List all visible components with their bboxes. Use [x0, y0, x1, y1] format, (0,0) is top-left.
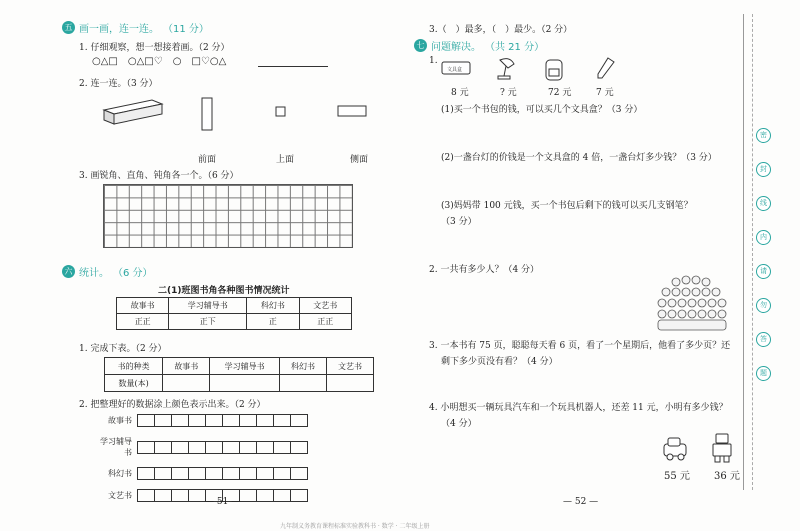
table-cell: 文艺书 [326, 358, 373, 375]
section-7-header [414, 38, 544, 53]
question-7-1-2: (2)一盏台灯的价钱是一个文具盒的 4 倍，一盏台灯多少钱？（3 分） [441, 153, 717, 163]
tally-table [116, 297, 352, 330]
table-cell: 故事书 [163, 358, 210, 375]
price-label: ? 元 [500, 88, 517, 98]
table-cell: 学习辅导书 [169, 298, 247, 314]
table-row [117, 298, 352, 314]
question-7-2: 2. 一共有多少人？（4 分） [429, 265, 540, 275]
section-number: 七 [414, 39, 427, 52]
answer-cell[interactable] [210, 375, 280, 392]
table-cell: 正正 [117, 314, 169, 330]
toy-car-price: 55 元 [664, 471, 690, 482]
pattern-group: ○ [172, 56, 182, 67]
table-cell: 故事书 [117, 298, 169, 314]
svg-text:文具盒: 文具盒 [447, 67, 463, 73]
square-view [276, 107, 285, 116]
bar-3d-figure [104, 100, 162, 124]
question-7-1-3-score: （3 分） [441, 217, 477, 227]
table-title: 二(1)班图书角各种图书情况统计 [158, 286, 290, 296]
seal-char: 请 [756, 264, 771, 279]
bar-cells[interactable] [138, 414, 308, 427]
section-title: 问题解决。 [431, 42, 481, 53]
crowd-of-people-icon [654, 274, 730, 332]
seal-char: 题 [756, 366, 771, 381]
question-6-3: 3.（ ）最多，（ ）最少。（2 分） [429, 25, 573, 35]
bar-cells[interactable] [138, 467, 308, 480]
question-6-1: 1. 完成下表。（2 分） [79, 344, 167, 354]
fill-table [104, 357, 374, 392]
footer-text: 九年制义务教育课程标准实验教科书 · 数学 · 二年级上册 [280, 523, 430, 530]
section-5-header [62, 20, 209, 35]
desk-lamp-icon [498, 59, 514, 79]
seal-char: 封 [756, 162, 771, 177]
question-5-2: 2. 连一连。（3 分） [79, 79, 158, 89]
question-5-3: 3. 画锐角、直角、钝角各一个。（6 分） [79, 171, 239, 181]
bar-row [96, 467, 308, 480]
bar-label: 学习辅导书 [100, 437, 132, 457]
price-label: 8 元 [451, 88, 469, 98]
view-label-top: 上面 [276, 155, 295, 165]
table-cell: 数量(本) [105, 375, 163, 392]
wide-rect-view [338, 106, 366, 116]
answer-cell[interactable] [280, 375, 327, 392]
bar-label: 文艺书 [108, 491, 132, 500]
question-7-4-line2: （4 分） [441, 419, 477, 429]
seal-char: 答 [756, 332, 771, 347]
shape-pattern [92, 56, 226, 67]
seal-char: 密 [756, 128, 771, 143]
question-7-1-label: 1. [429, 56, 438, 66]
question-7-4-line1: 4. 小明想买一辆玩具汽车和一个玩具机器人，还差 11 元，小明有多少钱？ [429, 403, 728, 413]
bar-chart-blank [96, 414, 308, 502]
drawing-grid[interactable] [103, 184, 353, 248]
table-cell: 正下 [169, 314, 247, 330]
section-score: （11 分） [163, 24, 209, 35]
section-score: （6 分） [113, 268, 153, 279]
answer-cell[interactable] [163, 375, 210, 392]
table-cell: 科幻书 [280, 358, 327, 375]
question-6-2: 2. 把整理好的数据涂上颜色表示出来。（2 分） [79, 400, 266, 410]
pattern-group: ○△□♡ [127, 56, 163, 67]
table-row [105, 358, 374, 375]
table-cell: 学习辅导书 [210, 358, 280, 375]
section-number: 六 [62, 265, 75, 278]
view-label-front: 前面 [198, 155, 217, 165]
answer-line[interactable] [258, 66, 328, 67]
price-label: 7 元 [596, 88, 614, 98]
pen-icon [598, 58, 614, 78]
bar-row [96, 436, 308, 458]
question-7-3-line1: 3. 一本书有 75 页，聪聪每天看 6 页，看了一个星期后，他看了多少页？还 [429, 341, 731, 351]
seal-notice [756, 128, 771, 381]
toy-robot-icon [713, 434, 731, 462]
table-cell: 正正 [299, 314, 351, 330]
bar-label: 科幻书 [108, 469, 132, 478]
solid-views-figures [100, 92, 370, 137]
seal-char: 勿 [756, 298, 771, 313]
price-labels [451, 85, 614, 98]
price-label: 72 元 [548, 88, 572, 98]
table-cell: 正 [247, 314, 299, 330]
answer-cell[interactable] [326, 375, 373, 392]
seal-char: 线 [756, 196, 771, 211]
bar-label: 故事书 [108, 416, 132, 425]
view-label-side: 侧面 [350, 155, 369, 165]
page-number-right: — 52 — [563, 497, 599, 507]
table-row [105, 375, 374, 392]
section-number: 五 [62, 21, 75, 34]
question-5-1: 1. 仔细观察，想一想接着画。（2 分） [79, 43, 230, 53]
tall-rect-view [202, 98, 212, 130]
backpack-icon [546, 60, 562, 80]
pattern-group: □♡○△ [191, 56, 227, 67]
view-labels [198, 152, 368, 165]
price-items [438, 56, 628, 82]
section-title: 画一画，连一连。 [79, 24, 159, 35]
bar-cells[interactable] [138, 441, 308, 454]
question-7-3-line2: 剩下多少页没有看？（4 分） [441, 357, 558, 367]
seal-line [752, 14, 754, 490]
question-7-1-3: (3)妈妈带 100 元钱，买一个书包后剩下的钱可以买几支钢笔？ [441, 201, 693, 211]
question-7-1-1: (1)买一个书包的钱，可以买几个文具盒？（3 分） [441, 105, 643, 115]
toy-price-labels [664, 467, 740, 482]
section-6-header [62, 264, 153, 279]
bar-row [96, 414, 308, 427]
table-row [117, 314, 352, 330]
toy-robot-price: 36 元 [714, 471, 740, 482]
toy-car-icon [664, 438, 686, 460]
pattern-group: ○△□ [92, 56, 118, 67]
page-number-left: — 51 — [205, 497, 241, 507]
bar-row [96, 489, 308, 502]
section-title: 统计。 [79, 268, 109, 279]
table-cell: 书的种类 [105, 358, 163, 375]
pencil-box-icon [442, 62, 470, 74]
table-cell: 文艺书 [299, 298, 351, 314]
table-cell: 科幻书 [247, 298, 299, 314]
seal-char: 内 [756, 230, 771, 245]
toys-figures [660, 432, 740, 464]
section-score: （共 21 分） [485, 42, 545, 53]
binding-line [743, 14, 744, 490]
